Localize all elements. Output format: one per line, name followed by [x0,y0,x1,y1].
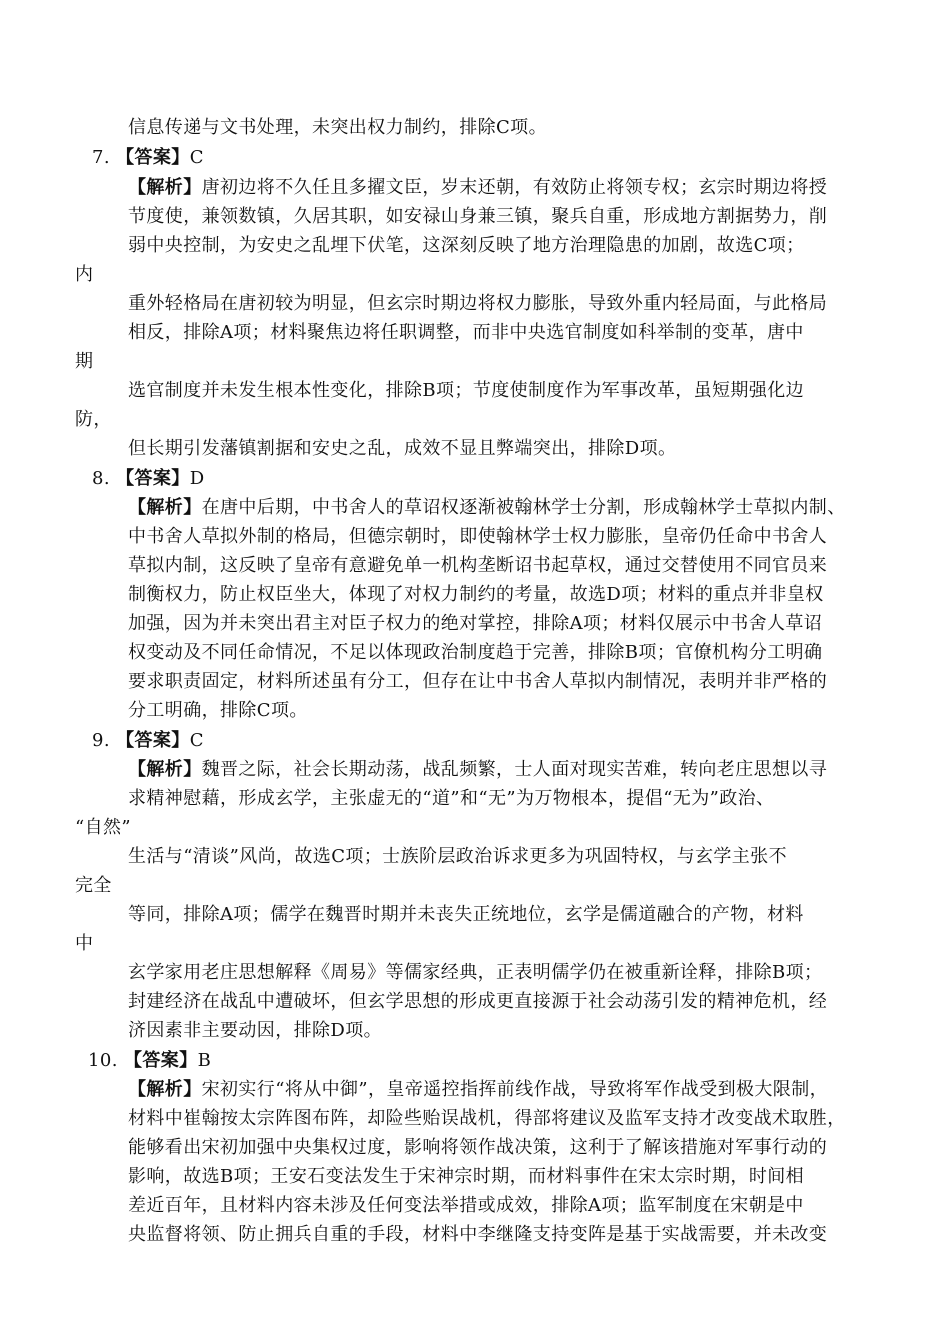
analysis-line: 玄学家用老庄思想解释《周易》等儒家经典，正表明儒学仍在被重新诠释，排除B项； [128,962,823,983]
answer-label: 【答案】 [116,468,190,489]
analysis-line: 相反，排除A项；材料聚焦边将任职调整，而非中央选官制度如科举制的变革，唐中 [128,322,804,343]
analysis-line: 节度使，兼领数镇，久居其职，如安禄山身兼三镇，聚兵自重，形成地方割据势力，削 [128,206,828,227]
analysis-label: 【解析】 [128,497,202,518]
analysis-label: 【解析】 [128,1079,202,1100]
analysis-line [128,758,827,782]
analysis-label: 【解析】 [128,759,202,780]
analysis-line: 分工明确，排除C项。 [128,700,308,721]
analysis-line: 完全 [75,875,112,896]
answer-value: B [197,1050,212,1071]
question-number: 9. [92,730,117,751]
analysis-line: 防， [75,409,112,430]
analysis-line: 求精神慰藉，形成玄学，主张虚无的“道”和“无”为万物根本，提倡“无为”政治、 [128,788,775,809]
analysis-line [128,1078,828,1102]
answer-label: 【答案】 [123,1050,198,1071]
analysis-text: 唐初边将不久任且多擢文臣，岁末还朝，有效防止将领专权；玄宗时期边将授 [201,177,828,198]
analysis-line: 济因素非主要动因，排除D项。 [128,1020,383,1041]
analysis-line: 封建经济在战乱中遭破坏，但玄学思想的形成更直接源于社会动荡引发的精神危机，经 [128,991,828,1012]
analysis-line [128,496,846,520]
analysis-line: 弱中央控制，为安史之乱埋下伏笔，这深刻反映了地方治理隐患的加剧，故选C项； [128,235,805,256]
analysis-line: 材料中崔翰按太宗阵图布阵，却险些贻误战机，得部将建议及监军支持才改变战术取胜， [128,1108,846,1129]
answer-value: D [189,468,205,489]
analysis-line: 加强，因为并未突出君主对臣子权力的绝对掌控，排除A项；材料仅展示中书舍人草诏 [128,613,823,634]
answer-label: 【答案】 [116,730,190,751]
analysis-line: 影响，故选B项；王安石变法发生于宋神宗时期，而材料事件在宋太宗时期，时间相 [128,1166,805,1187]
analysis-line: 重外轻格局在唐初较为明显，但玄宗时期边将权力膨胀，导致外重内轻局面，与此格局 [128,293,828,314]
analysis-line: 权变动及不同任命情况，不足以体现政治制度趋于完善，排除B项；官僚机构分工明确 [128,642,823,663]
analysis-line: 草拟内制，这反映了皇帝有意避免单一机构垄断诏书起草权，通过交替使用不同官员来 [128,555,828,576]
analysis-line: 能够看出宋初加强中央集权过度，影响将领作战决策，这利于了解该措施对军事行动的 [128,1137,828,1158]
analysis-label: 【解析】 [128,177,202,198]
continuation-line: 信息传递与文书处理，未突出权力制约，排除C项。 [128,117,547,138]
answer-7-line [92,146,204,170]
analysis-line: 中书舍人草拟外制的格局，但德宗朝时，即使翰林学士权力膨胀，皇帝仍任命中书舍人 [128,526,828,547]
analysis-line: 生活与“清谈”风尚，故选C项；士族阶层政治诉求更多为巩固特权，与玄学主张不 [128,846,787,867]
analysis-line: 差近百年，且材料内容未涉及任何变法举措或成效，排除A项；监军制度在宋朝是中 [128,1195,804,1216]
analysis-text: 魏晋之际，社会长期动荡，战乱频繁，士人面对现实苦难，转向老庄思想以寻 [201,759,828,780]
analysis-line: 但长期引发藩镇割据和安史之乱，成效不显且弊端突出，排除D项。 [128,438,677,459]
answer-label: 【答案】 [116,147,190,168]
answer-value: C [189,147,204,168]
answer-9-line [92,729,204,753]
analysis-line: “自然” [75,817,132,838]
analysis-text: 宋初实行“将从中御”，皇帝遥控指挥前线作战，导致将军作战受到极大限制， [201,1079,829,1100]
answer-value: C [189,730,204,751]
analysis-line: 制衡权力，防止权臣坐大，体现了对权力制约的考量，故选D项；材料的重点并非皇权 [128,584,824,605]
analysis-line: 央监督将领、防止拥兵自重的手段，材料中李继隆支持变阵是基于实战需要，并未改变 [128,1224,828,1245]
analysis-line: 选官制度并未发生根本性变化，排除B项；节度使制度作为军事改革，虽短期强化边 [128,380,805,401]
analysis-line: 等同，排除A项；儒学在魏晋时期并未丧失正统地位，玄学是儒道融合的产物，材料 [128,904,804,925]
question-number: 10. [88,1050,124,1071]
analysis-line [128,176,827,200]
analysis-line: 要求职责固定，材料所述虽有分工，但存在让中书舍人草拟内制情况，表明并非严格的 [128,671,828,692]
analysis-line: 内 [75,264,94,285]
answer-10-line [88,1049,211,1073]
analysis-line: 期 [75,351,94,372]
question-number: 7. [92,147,117,168]
analysis-line: 中 [75,933,94,954]
analysis-text: 在唐中后期，中书舍人的草诏权逐渐被翰林学士分割，形成翰林学士草拟内制、 [201,497,846,518]
question-number: 8. [92,468,117,489]
answer-8-line [92,467,205,491]
